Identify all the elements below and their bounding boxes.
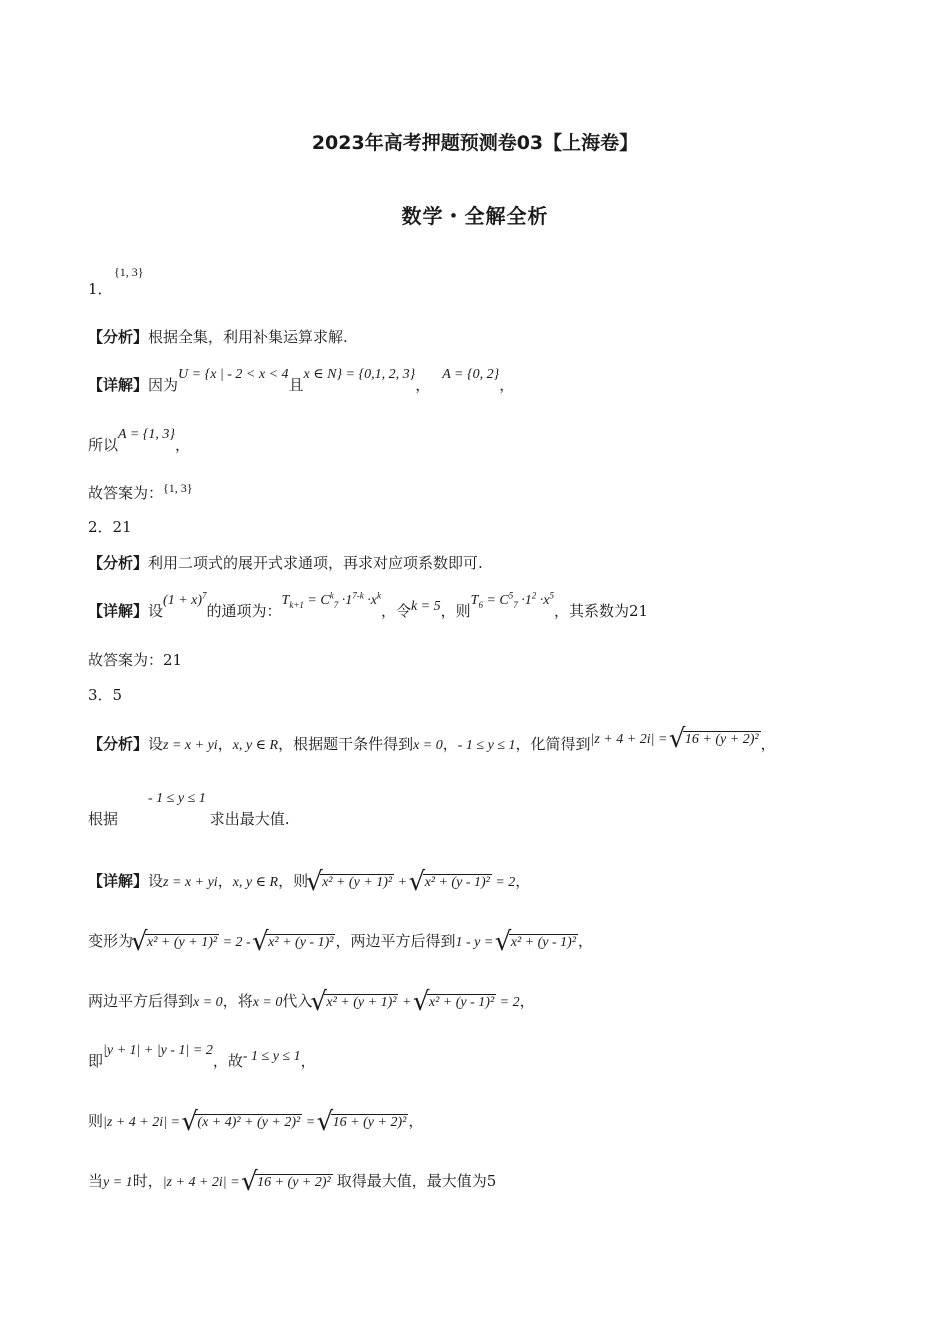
q1-detail: 【详解】因为U = {x | - 2 < x < 4且x ∈ N} = {0,1, 2, 3}，A = {0, 2}， <box>88 367 515 394</box>
q3-analysis: 【分析】设z = x + yi，x, y ∈ R，根据题干条件得到x = 0，- 1 ≤ y ≤ 1，化简得到|z + 4 + 2i| = √ 16 + (y + 2)² ， <box>88 733 776 754</box>
q3-detail-5: 则|z + 4 + 2i| = √ (x + 4)² + (y + 2)² = √ 16 + (y + 2)² ， <box>88 1110 423 1131</box>
q2-number: 2．21 <box>88 518 132 536</box>
document-subtitle: 数学・全解全析 <box>401 204 549 228</box>
q1-so: 所以A = {1, 3}， <box>88 427 190 454</box>
document-title: 2023年高考押题预测卷03【上海卷】 <box>311 132 639 154</box>
q1-analysis: 【分析】根据全集，利用补集运算求解. <box>88 328 348 346</box>
q3-detail-6: 当y = 1时，|z + 4 + 2i| = √ 16 + (y + 2)² 取得最大值，最大值为5 <box>88 1170 496 1191</box>
q2-final: 故答案为：21 <box>88 651 183 669</box>
q3-detail-1: 【详解】设z = x + yi，x, y ∈ R，则√ x² + (y + 1)² + √ x² + (y - 1)² = 2， <box>88 870 530 891</box>
q1-number: 1． <box>88 280 113 298</box>
q3-detail-4: 即|y + 1| + |y - 1| = 2，故- 1 ≤ y ≤ 1， <box>88 1043 316 1070</box>
q3-number: 3．5 <box>88 686 123 704</box>
q3-analysis-cont: 根据- 1 ≤ y ≤ 1求出最大值. <box>88 791 290 828</box>
q3-detail-3: 两边平方后得到x = 0，将x = 0代入√ x² + (y + 1)² + √ x² + (y - 1)² = 2， <box>88 990 535 1011</box>
q2-analysis: 【分析】利用二项式的展开式求通项，再求对应项系数即可. <box>88 554 483 572</box>
q1-answer-formula: {1, 3} <box>114 265 144 279</box>
q1-final: 故答案为：$^{\{1, 3\}}$ <box>88 481 193 502</box>
q2-detail: 【详解】设$(1 + x)^7$的通项为：$T_{k+1} = C^k_7 \cdot 1^{7-k} \cdot x^k$，令k = 5，则$T_6 = C^5_7 \cdot 1^2 \cdot x^5$，其系数为21 <box>88 590 649 620</box>
q3-detail-2: 变形为√ x² + (y + 1)² = 2 - √ x² + (y - 1)² ，两边平方后得到1 - y = √ x² + (y - 1)² ， <box>88 930 593 951</box>
